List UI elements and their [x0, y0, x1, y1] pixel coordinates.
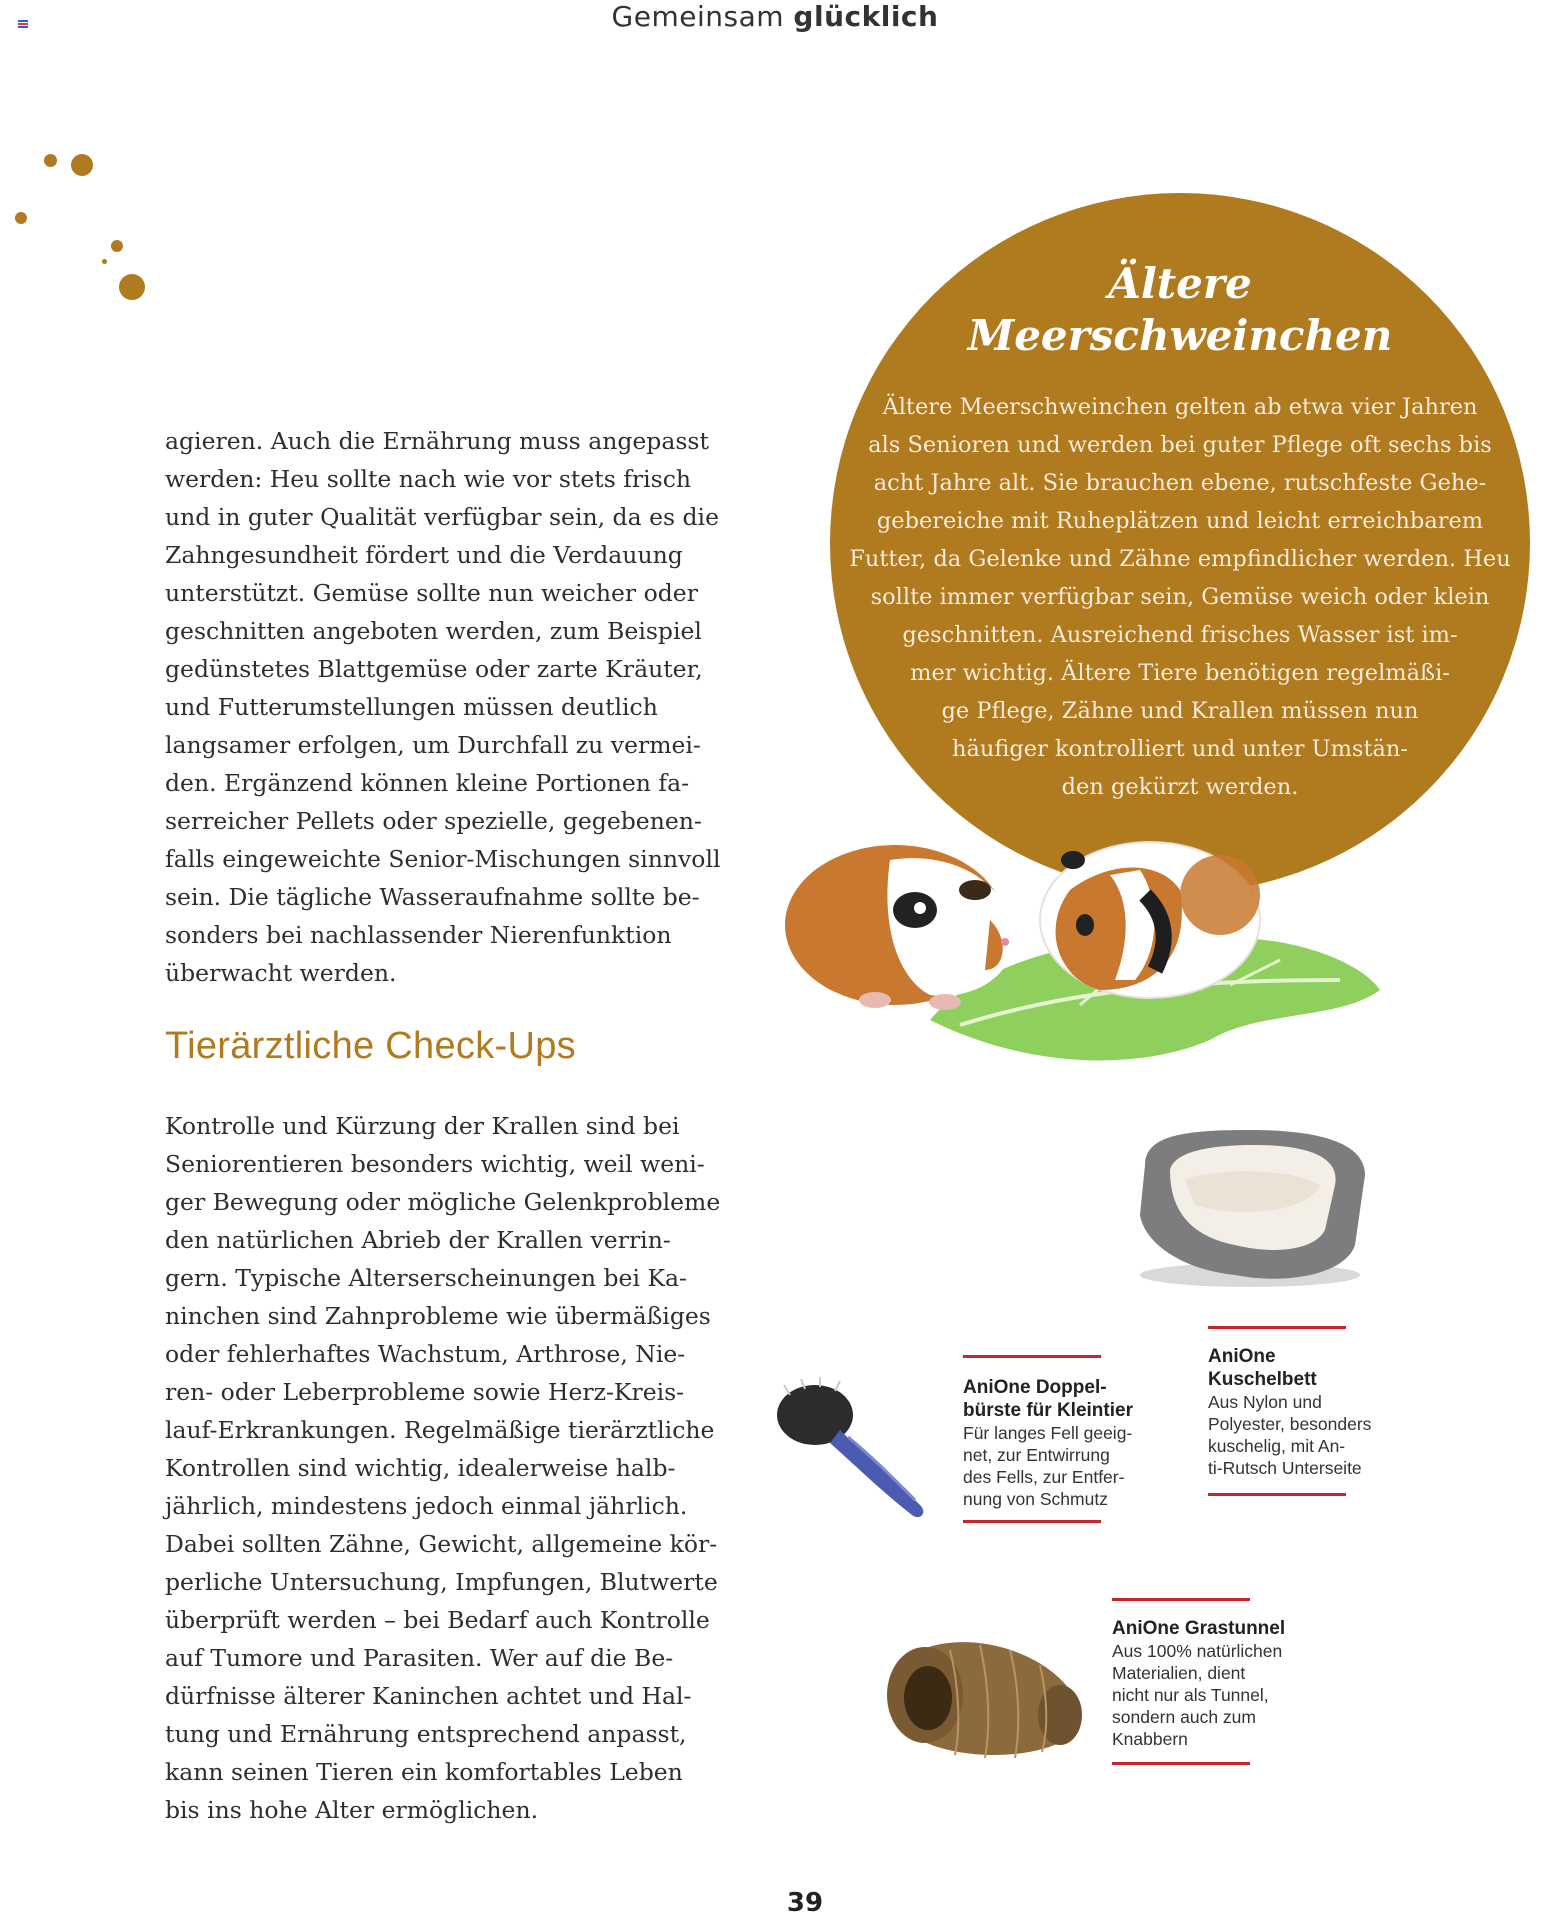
product-desc-line: Aus 100% natürlichen — [1112, 1641, 1283, 1661]
text-line: Kontrolle und Kürzung der Krallen sind bei — [165, 1112, 680, 1140]
text-line: sein. Die tägliche Wasseraufnahme sollte be- — [165, 883, 700, 911]
product-name-line: AniOne Grastunnel — [1112, 1618, 1286, 1639]
product-desc-line: nicht nur als Tunnel, — [1112, 1685, 1269, 1705]
text-line: lauf-Erkrankungen. Regelmäßige tierärztliche — [165, 1416, 715, 1444]
product-desc-line: Materialien, dient — [1112, 1663, 1246, 1683]
circle-text-line: als Senioren und werden bei guter Pflege oft sechs bis — [868, 432, 1492, 458]
product-desc-line: Knabbern — [1112, 1729, 1188, 1749]
text-line: dürfnisse älterer Kaninchen achtet und Hal- — [165, 1682, 692, 1710]
product-desc-line: des Fells, zur Entfer- — [963, 1467, 1125, 1487]
text-line: ninchen sind Zahnprobleme wie übermäßiges — [165, 1302, 711, 1330]
product-desc-line: sondern auch zum — [1112, 1707, 1256, 1727]
circle-title — [830, 258, 1530, 362]
header-bold: glücklich — [793, 0, 939, 33]
product-rule-bottom — [963, 1520, 1101, 1523]
page-number: 39 — [786, 1888, 824, 1918]
guinea-pig-left — [785, 845, 1015, 1010]
guinea-pigs-illustration — [780, 820, 1380, 1070]
text-line: auf Tumore und Parasiten. Wer auf die Be- — [165, 1644, 674, 1672]
text-line: und Futterumstellungen müssen deutlich — [165, 693, 658, 721]
text-line: sonders bei nachlassender Nierenfunktion — [165, 921, 672, 949]
text-line: ger Bewegung oder mögliche Gelenkprobleme — [165, 1188, 721, 1216]
text-line: bis ins hohe Alter ermöglichen. — [165, 1796, 539, 1824]
text-line: den. Ergänzend können kleine Portionen fa- — [165, 769, 690, 797]
circle-text-line: Futter, da Gelenke und Zähne empfindlicher werden. Heu — [849, 546, 1511, 572]
text-line: ren- oder Leberprobleme sowie Herz-Kreis- — [165, 1378, 685, 1406]
double-brush-image — [770, 1375, 940, 1525]
text-line: oder fehlerhaftes Wachstum, Arthrose, Nie- — [165, 1340, 686, 1368]
product-tunnel — [1112, 1598, 1285, 1765]
product-desc-line: nung von Schmutz — [963, 1489, 1108, 1509]
circle-text — [830, 388, 1530, 806]
grass-tunnel-image — [880, 1620, 1090, 1770]
text-line: den natürlichen Abrieb der Krallen verrin- — [165, 1226, 671, 1254]
circle-text-line: geschnitten. Ausreichend frisches Wasser ist im- — [902, 622, 1458, 648]
text-line: jährlich, mindestens jedoch einmal jährlich. — [165, 1492, 688, 1520]
text-line: Seniorentieren besonders wichtig, weil weni- — [165, 1150, 705, 1178]
text-line: tung und Ernährung entsprechend anpasst, — [165, 1720, 687, 1748]
text-line: und in guter Qualität verfügbar sein, da es die — [165, 503, 719, 531]
product-rule-bottom — [1112, 1762, 1250, 1765]
text-line: gern. Typische Alterserscheinungen bei Ka- — [165, 1264, 687, 1292]
text-line: kann seinen Tieren ein komfortables Leben — [165, 1758, 683, 1786]
text-line: agieren. Auch die Ernährung muss angepasst — [165, 427, 709, 455]
product-description — [1208, 1391, 1371, 1479]
body-text-bottom — [165, 1107, 721, 1829]
product-description — [963, 1422, 1133, 1510]
circle-title-line: Meerschweinchen — [967, 311, 1393, 360]
circle-text-line: acht Jahre alt. Sie brauchen ebene, rutschfeste Gehe- — [873, 470, 1487, 496]
text-line: geschnitten angeboten werden, zum Beispiel — [165, 617, 702, 645]
product-desc-line: kuschelig, mit An- — [1208, 1436, 1346, 1456]
circle-text-line: mer wichtig. Ältere Tiere benötigen regelmäßi- — [910, 660, 1450, 686]
text-line: Kontrollen sind wichtig, idealerweise halb- — [165, 1454, 676, 1482]
product-desc-line: Aus Nylon und — [1208, 1392, 1322, 1412]
text-line: falls eingeweichte Senior-Mischungen sinnvoll — [165, 845, 721, 873]
circle-text-line: den gekürzt werden. — [1061, 774, 1299, 800]
text-line: langsamer erfolgen, um Durchfall zu vermei- — [165, 731, 701, 759]
header-prefix: Gemeinsam — [611, 0, 785, 33]
text-line: werden: Heu sollte nach wie vor stets frisch — [165, 465, 692, 493]
product-desc-line: net, zur Entwirrung — [963, 1445, 1110, 1465]
text-line: perliche Untersuchung, Impfungen, Blutwerte — [165, 1568, 718, 1596]
circle-text-line: häufiger kontrolliert und unter Umstän- — [951, 736, 1409, 762]
text-line: überprüft werden – bei Bedarf auch Kontrolle — [165, 1606, 710, 1634]
text-line: Zahngesundheit fördert und die Verdauung — [165, 541, 683, 569]
product-desc-line: Für langes Fell geeig- — [963, 1423, 1133, 1443]
text-line: überwacht werden. — [165, 959, 397, 987]
circle-text-line: sollte immer verfügbar sein, Gemüse weich oder klein — [870, 584, 1490, 610]
pet-bed-image — [1125, 1125, 1375, 1295]
text-line: gedünstetes Blattgemüse oder zarte Kräuter, — [165, 655, 703, 683]
running-header — [0, 0, 1550, 33]
product-name-line: AniOne — [1208, 1346, 1276, 1367]
circle-text-line: gebereiche mit Ruheplätzen und leicht erreichbarem — [876, 508, 1484, 534]
product-description — [1112, 1640, 1285, 1750]
product-name — [963, 1376, 1133, 1422]
product-name-line: AniOne Doppel- — [963, 1377, 1107, 1398]
product-name-line: bürste für Kleintier — [963, 1400, 1133, 1421]
product-rule-bottom — [1208, 1493, 1346, 1496]
product-desc-line: ti-Rutsch Unterseite — [1208, 1458, 1362, 1478]
product-brush — [963, 1355, 1133, 1523]
product-name — [1112, 1617, 1285, 1640]
text-line: unterstützt. Gemüse sollte nun weicher oder — [165, 579, 698, 607]
circle-text-line: Ältere Meerschweinchen gelten ab etwa vier Jahren — [882, 394, 1478, 420]
text-line: Dabei sollten Zähne, Gewicht, allgemeine kör- — [165, 1530, 718, 1558]
text-line: serreicher Pellets oder spezielle, gegebenen- — [165, 807, 702, 835]
circle-title-line: Ältere — [1108, 259, 1252, 308]
product-name — [1208, 1345, 1371, 1391]
section-heading: Tierärztliche Check-Ups — [165, 1025, 576, 1067]
guinea-pig-right — [1040, 842, 1260, 998]
body-text-top — [165, 422, 721, 992]
product-name-line: Kuschelbett — [1208, 1369, 1317, 1390]
circle-text-line: ge Pflege, Zähne und Krallen müssen nun — [941, 698, 1419, 724]
product-bed — [1208, 1326, 1371, 1496]
product-desc-line: Polyester, besonders — [1208, 1414, 1372, 1434]
